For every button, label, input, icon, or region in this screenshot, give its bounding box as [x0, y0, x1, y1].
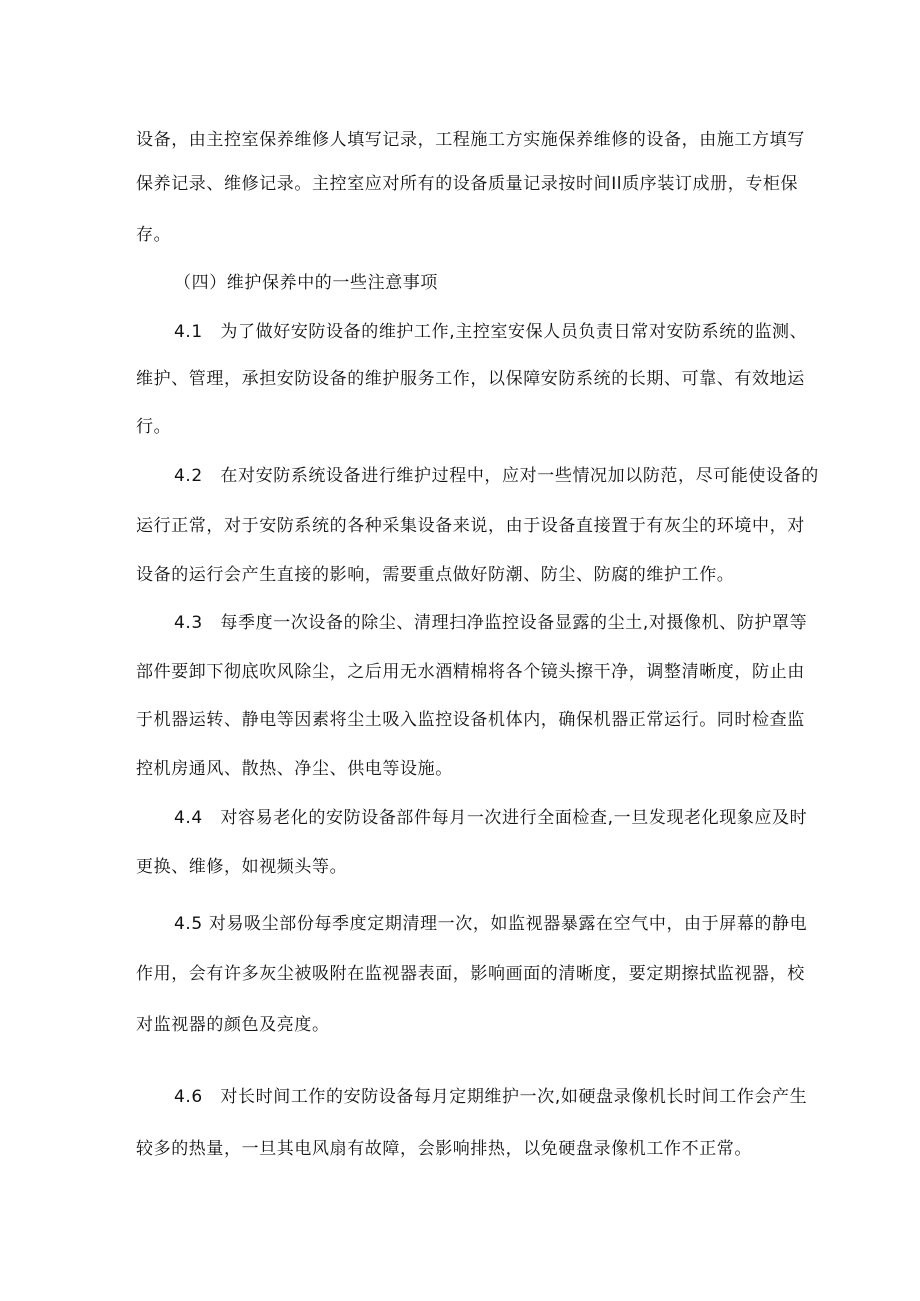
item-line: 设备的运行会产生直接的影响，需要重点做好防潮、防尘、防腐的维护工作。 — [136, 565, 735, 585]
section-heading: （四）维护保养中的一些注意事项 — [174, 273, 438, 293]
item-line: 更换、维修，如视频头等。 — [136, 857, 348, 877]
item-line: 4.5 对易吸尘部份每季度定期清理一次，如监视器暴露在空气中，由于屏幕的静电 — [174, 914, 808, 934]
intro-line: 存。 — [136, 225, 172, 245]
item-line: 于机器运转、静电等因素将尘土吸入监控设备机体内，确保机器正常运行。同时检查监 — [136, 710, 805, 730]
item-line: 行。 — [136, 417, 172, 437]
item-line: 4.6 对长时间工作的安防设备每月定期维护一次,如硬盘录像机长时间工作会产生 — [174, 1087, 808, 1107]
item-line: 维护、管理，承担安防设备的维护服务工作，以保障安防系统的长期、可靠、有效地运 — [136, 369, 805, 389]
item-line: 4.4 对容易老化的安防设备部件每月一次进行全面检查,一旦发现老化现象应及时 — [174, 808, 808, 828]
item-line: 较多的热量，一旦其电风扇有故障，会影响排热，以免硬盘录像机工作不正常。 — [136, 1139, 752, 1159]
intro-line: 保养记录、维修记录。主控室应对所有的设备质量记录按时间Il质序装订成册，专柜保 — [136, 174, 799, 194]
item-line: 控机房通风、散热、净尘、供电等设施。 — [136, 759, 453, 779]
item-line: 4.1 为了做好安防设备的维护工作,主控室安保人员负责日常对安防系统的监测、 — [174, 322, 808, 342]
intro-line: 设备，由主控室保养维修人填写记录，工程施工方实施保养维修的设备，由施工方填写 — [136, 130, 805, 150]
item-line: 对监视器的颜色及亮度。 — [136, 1015, 330, 1035]
item-line: 部件要卸下彻底吹风除尘，之后用无水酒精棉将各个镜头擦干净，调整清晰度，防止由 — [136, 662, 805, 682]
item-line: 4.3 每季度一次设备的除尘、清理扫净监控设备显露的尘土,对摄像机、防护罩等 — [174, 613, 808, 633]
item-line: 运行正常，对于安防系统的各种采集设备来说，由于设备直接置于有灰尘的环境中，对 — [136, 516, 805, 536]
item-line: 作用，会有许多灰尘被吸附在监视器表面，影响画面的清晰度，要定期擦拭监视器，校 — [136, 964, 805, 984]
item-line: 4.2 在对安防系统设备进行维护过程中，应对一些情况加以防范，尽可能使设备的 — [174, 466, 819, 486]
